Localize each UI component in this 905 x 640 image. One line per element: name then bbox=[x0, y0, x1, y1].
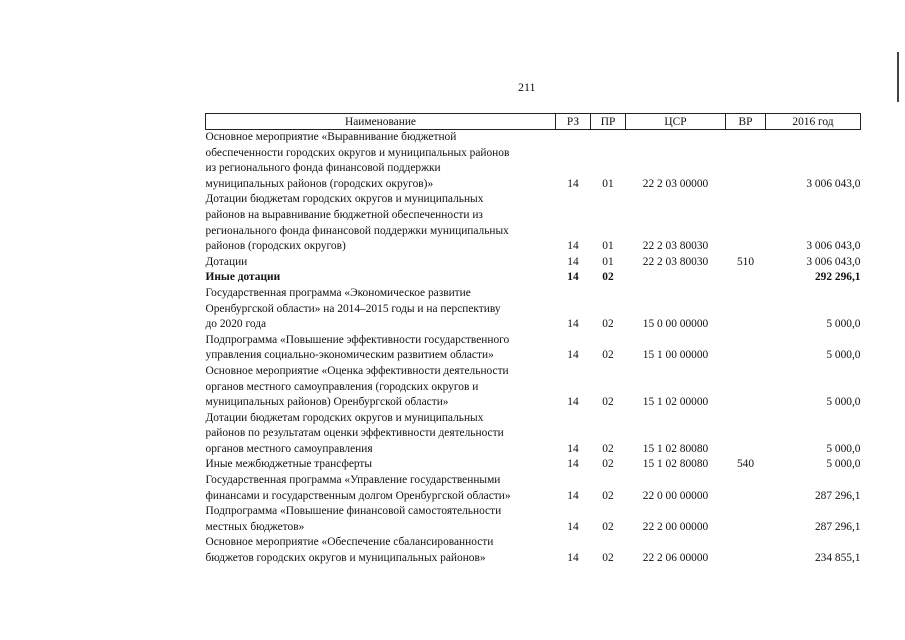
row-name-line: Подпрограмма «Повышение эффективности государственного bbox=[205, 333, 510, 346]
row-name bbox=[206, 473, 556, 504]
row-pr: 02 bbox=[602, 349, 614, 362]
row-sum: 3 006 043,0 bbox=[806, 255, 861, 268]
row-name bbox=[206, 130, 556, 193]
row-vr bbox=[726, 473, 766, 504]
row-sum: 3 006 043,0 bbox=[806, 177, 861, 190]
row-rz: 14 bbox=[567, 458, 579, 471]
row-vr: 540 bbox=[736, 458, 755, 471]
row-vr bbox=[726, 333, 766, 364]
row-rz: 14 bbox=[567, 552, 579, 565]
row-name-line: Основное мероприятие «Обеспечение сбалансированности bbox=[205, 536, 494, 549]
row-name-line: Подпрограмма «Повышение финансовой самостоятельности bbox=[205, 505, 502, 518]
row-pr: 01 bbox=[602, 255, 614, 268]
row-name-line: Государственная программа «Экономическое развитие bbox=[205, 286, 471, 299]
scan-edge-mark bbox=[897, 52, 899, 102]
page-number: 211 bbox=[518, 80, 536, 94]
table-row bbox=[206, 286, 861, 333]
row-sum: 5 000,0 bbox=[826, 349, 861, 362]
row-rz: 14 bbox=[567, 318, 579, 331]
row-vr bbox=[726, 286, 766, 333]
row-rz: 14 bbox=[567, 349, 579, 362]
table-row bbox=[206, 270, 861, 286]
header-year: 2016 год bbox=[766, 114, 861, 130]
row-csr: 15 1 02 00000 bbox=[642, 396, 709, 409]
row-vr bbox=[726, 270, 766, 286]
row-csr: 15 1 02 80080 bbox=[642, 458, 709, 471]
row-name bbox=[206, 457, 556, 473]
row-name bbox=[206, 535, 556, 566]
row-rz: 14 bbox=[567, 396, 579, 409]
row-name-line: управления социально-экономическим развитием области» bbox=[205, 349, 494, 362]
row-pr: 02 bbox=[602, 396, 614, 409]
table-row bbox=[206, 192, 861, 254]
table-row bbox=[206, 333, 861, 364]
row-name bbox=[206, 255, 556, 271]
row-name-line: обеспеченности городских округов и муниципальных районов bbox=[205, 146, 510, 159]
row-sum: 5 000,0 bbox=[826, 318, 861, 331]
row-name-line: муниципальных районов (городских округов)» bbox=[205, 177, 434, 190]
table-body bbox=[206, 130, 861, 567]
row-name-line: органов местного самоуправления (городских округов и bbox=[205, 380, 479, 393]
row-name-line: Иные дотации bbox=[205, 271, 281, 284]
row-pr: 02 bbox=[602, 442, 614, 455]
row-vr bbox=[726, 364, 766, 411]
row-sum: 3 006 043,0 bbox=[806, 240, 861, 253]
row-name bbox=[206, 333, 556, 364]
row-pr: 02 bbox=[602, 458, 614, 471]
row-pr: 02 bbox=[602, 489, 614, 502]
row-rz: 14 bbox=[567, 255, 579, 268]
row-pr: 02 bbox=[602, 552, 614, 565]
table-header bbox=[206, 114, 861, 130]
row-vr: 510 bbox=[736, 255, 755, 268]
row-vr bbox=[726, 411, 766, 458]
row-name bbox=[206, 286, 556, 333]
row-sum: 5 000,0 bbox=[826, 458, 861, 471]
table-row bbox=[206, 504, 861, 535]
row-sum: 5 000,0 bbox=[826, 442, 861, 455]
row-csr: 15 1 00 00000 bbox=[642, 349, 709, 362]
row-sum: 234 855,1 bbox=[814, 552, 861, 565]
table-row bbox=[206, 255, 861, 271]
row-csr: 22 0 00 00000 bbox=[642, 489, 709, 502]
row-vr bbox=[726, 535, 766, 566]
row-name bbox=[206, 192, 556, 254]
row-name-line: Иные межбюджетные трансферты bbox=[205, 458, 373, 471]
row-name-line: местных бюджетов» bbox=[205, 520, 305, 533]
row-csr: 22 2 03 80030 bbox=[642, 255, 709, 268]
row-name-line: регионального фонда финансовой поддержки муниципальных bbox=[205, 224, 509, 237]
header-name: Наименование bbox=[206, 114, 556, 130]
row-name-line: Дотации bbox=[205, 255, 248, 268]
table-row bbox=[206, 364, 861, 411]
row-name-line: Оренбургской области» на 2014–2015 годы и на перспективу bbox=[205, 302, 501, 315]
row-name-line: Основное мероприятие «Выравнивание бюджетной bbox=[205, 131, 457, 143]
row-vr bbox=[726, 130, 766, 193]
row-name-line: Основное мероприятие «Оценка эффективности деятельности bbox=[205, 364, 509, 377]
row-csr: 22 2 06 00000 bbox=[642, 552, 709, 565]
row-name-line: Государственная программа «Управление государственными bbox=[205, 474, 501, 487]
row-name-line: до 2020 года bbox=[205, 318, 267, 331]
row-name-line: бюджетов городских округов и муниципальных районов» bbox=[205, 552, 486, 565]
row-name bbox=[206, 411, 556, 458]
row-name-line: районов на выравнивание бюджетной обеспеченности из bbox=[205, 208, 483, 221]
row-name-line: Дотации бюджетам городских округов и муниципальных bbox=[205, 193, 484, 206]
header-csr: ЦСР bbox=[626, 114, 726, 130]
row-csr: 15 0 00 00000 bbox=[642, 318, 709, 331]
row-vr bbox=[726, 504, 766, 535]
row-rz: 14 bbox=[567, 489, 579, 502]
row-pr: 01 bbox=[602, 240, 614, 253]
row-sum: 287 296,1 bbox=[814, 489, 861, 502]
row-name-line: Дотации бюджетам городских округов и муниципальных bbox=[205, 411, 484, 424]
row-rz: 14 bbox=[567, 442, 579, 455]
header-pr: ПР bbox=[591, 114, 626, 130]
row-name bbox=[206, 364, 556, 411]
table-row bbox=[206, 411, 861, 458]
row-pr: 02 bbox=[602, 318, 614, 331]
table-row bbox=[206, 473, 861, 504]
row-name-line: муниципальных районов) Оренбургской области» bbox=[205, 396, 449, 409]
row-rz: 14 bbox=[567, 240, 579, 253]
row-rz: 14 bbox=[567, 520, 579, 533]
row-name-line: из регионального фонда финансовой поддержки bbox=[205, 162, 441, 175]
row-name bbox=[206, 504, 556, 535]
table-row bbox=[206, 130, 861, 193]
row-name-line: районов по результатам оценки эффективности деятельности bbox=[205, 427, 504, 440]
row-csr: 22 2 03 80030 bbox=[642, 240, 709, 253]
row-pr: 01 bbox=[602, 177, 614, 190]
row-csr: 15 1 02 80080 bbox=[642, 442, 709, 455]
table-row bbox=[206, 457, 861, 473]
row-sum: 287 296,1 bbox=[814, 520, 861, 533]
header-vr: ВР bbox=[726, 114, 766, 130]
header-rz: РЗ bbox=[556, 114, 591, 130]
row-sum: 5 000,0 bbox=[826, 396, 861, 409]
row-pr: 02 bbox=[602, 271, 614, 284]
row-rz: 14 bbox=[567, 271, 579, 284]
row-vr bbox=[726, 192, 766, 254]
row-csr: 22 2 03 00000 bbox=[642, 177, 709, 190]
row-sum: 292 296,1 bbox=[814, 271, 861, 284]
row-rz: 14 bbox=[567, 177, 579, 190]
row-csr bbox=[626, 270, 726, 286]
row-name-line: районов (городских округов) bbox=[205, 240, 346, 253]
table-row bbox=[206, 535, 861, 566]
row-csr: 22 2 00 00000 bbox=[642, 520, 709, 533]
row-pr: 02 bbox=[602, 520, 614, 533]
row-name-line: органов местного самоуправления bbox=[205, 442, 373, 455]
budget-table bbox=[205, 113, 861, 567]
row-name bbox=[206, 270, 556, 286]
row-name-line: финансами и государственным долгом Оренбургской области» bbox=[205, 489, 511, 502]
